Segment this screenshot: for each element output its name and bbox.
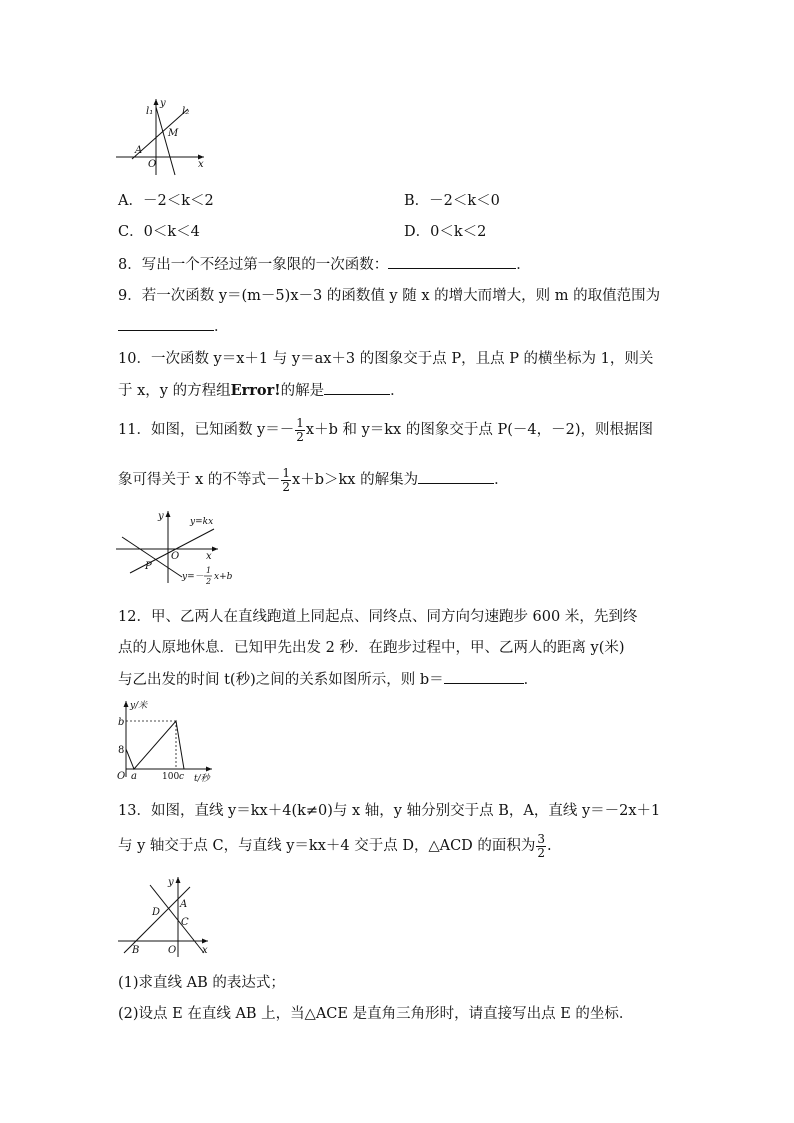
q11-line2-b: x＋b＞kx 的解集为 bbox=[292, 472, 419, 488]
q10-line2-b: 的解是 bbox=[280, 383, 325, 399]
q13-line1: 13．如图，直线 y＝kx＋4(k≠0)与 x 轴，y 轴分别交于点 B，A，直线 y＝－2x＋1 bbox=[118, 803, 661, 819]
q11-label-O: O bbox=[171, 551, 180, 562]
q13-label-C: C bbox=[181, 917, 189, 928]
q7-label-O: O bbox=[148, 159, 157, 170]
q12-label-c: c bbox=[179, 772, 185, 782]
q12-label-100: 100 bbox=[162, 772, 180, 782]
q11-frac-den-2: 2 bbox=[282, 479, 291, 494]
q11-line2-a: 象可得关于 x 的不等式－ bbox=[118, 472, 281, 488]
q12-answer-blank bbox=[444, 669, 524, 684]
q11-answer-blank bbox=[418, 469, 494, 484]
q11-label-x: x bbox=[206, 551, 212, 562]
q11-label-frac-num: 1 bbox=[206, 566, 212, 575]
q13-frac-den: 2 bbox=[537, 845, 546, 860]
q13-label-O: O bbox=[168, 945, 177, 956]
q7-option-a: A．－2＜k＜2 bbox=[118, 193, 214, 209]
q13-sub2: (2)设点 E 在直线 AB 上，当△ACE 是直角三角形时，请直接写出点 E 的坐标． bbox=[118, 1006, 634, 1022]
q12-line1: 12．甲、乙两人在直线跑道上同起点、同终点、同方向匀速跑步 600 米，先到终 bbox=[118, 609, 638, 625]
q13-label-y: y bbox=[168, 877, 174, 888]
q7-option-c: C．0＜k＜4 bbox=[118, 224, 200, 240]
q7-option-d: D．0＜k＜2 bbox=[404, 224, 487, 240]
q12-line3-text: 与乙出发的时间 t(秒)之间的关系如图所示，则 b＝ bbox=[118, 672, 444, 688]
q9-line2: ． bbox=[118, 316, 229, 337]
q7-label-M: M bbox=[168, 128, 179, 139]
q13-label-B: B bbox=[132, 945, 140, 956]
q12-label-a: a bbox=[131, 771, 137, 782]
q13-label-A: A bbox=[180, 899, 188, 910]
q7-label-x: x bbox=[198, 159, 204, 170]
q11-frac-num-1: 1 bbox=[296, 415, 304, 430]
q10-line1: 10．一次函数 y＝x＋1 与 y＝ax＋3 的图象交于点 P，且点 P 的横坐标为 1，则关 bbox=[118, 351, 654, 367]
q7-label-A: A bbox=[135, 145, 143, 156]
q12-line2: 点的人原地休息．已知甲先出发 2 秒．在跑步过程中，甲、乙两人的距离 y(米) bbox=[118, 640, 625, 656]
q7-label-y: y bbox=[160, 98, 166, 109]
q11-line1-b: x＋b 和 y＝kx 的图象交于点 P(－4，－2)，则根据图 bbox=[305, 422, 653, 438]
q7-label-l2: l₂ bbox=[182, 106, 190, 117]
q11-label-frac-den: 2 bbox=[206, 577, 212, 586]
q7-option-b: B．－2＜k＜0 bbox=[404, 193, 500, 209]
q7-label-l1: l₁ bbox=[146, 106, 154, 117]
q13-fraction bbox=[536, 833, 546, 860]
q10-line2-a: 于 x，y 的方程组 bbox=[118, 383, 231, 399]
q11-figure bbox=[114, 507, 238, 587]
q11-label-yeq: y=－ bbox=[182, 572, 204, 582]
q12-label-O: O bbox=[117, 771, 126, 782]
q13-label-x: x bbox=[202, 945, 208, 956]
q11-frac-num-2: 1 bbox=[282, 465, 291, 480]
q8-text: 8．写出一个不经过第一象限的一次函数： bbox=[118, 257, 389, 273]
q10-answer-blank bbox=[324, 380, 390, 395]
q12-label-b: b bbox=[118, 717, 125, 728]
q11-fraction-2 bbox=[281, 467, 291, 494]
q8-question: 8．写出一个不经过第一象限的一次函数： ． bbox=[118, 254, 531, 275]
q13-figure bbox=[114, 873, 214, 961]
q12-line3: 与乙出发的时间 t(秒)之间的关系如图所示，则 b＝ ． bbox=[118, 669, 538, 690]
q11-line1-a: 11．如图，已知函数 y＝－ bbox=[118, 422, 295, 438]
q9-answer-blank bbox=[118, 316, 214, 331]
q11-label-y: y bbox=[158, 511, 164, 522]
q13-line2-text: 与 y 轴交于点 C，与直线 y＝kx＋4 交于点 D，△ACD 的面积为 bbox=[118, 838, 536, 854]
q11-frac-den-1: 2 bbox=[296, 429, 304, 444]
q13-label-D: D bbox=[152, 907, 161, 918]
q13-sub1: (1)求直线 AB 的表达式； bbox=[118, 975, 285, 991]
q13-frac-num: 3 bbox=[537, 831, 546, 846]
q11-label-P: P bbox=[145, 561, 152, 572]
q10-line2: 于 x，y 的方程组Error!的解是 ． bbox=[118, 382, 405, 399]
q11-line1 bbox=[118, 413, 653, 447]
q11-line2: 象可得关于 x 的不等式－ $\frac{1}{2}$ x＋b＞kx 的解集为 ． bbox=[118, 465, 509, 494]
q7-figure bbox=[112, 95, 208, 177]
q13-line2: 与 y 轴交于点 C，与直线 y＝kx＋4 交于点 D，△ACD 的面积为 $\frac{3}{2}$ . bbox=[118, 831, 552, 860]
q12-label-yunit: y/米 bbox=[130, 701, 148, 711]
q12-figure bbox=[114, 697, 218, 785]
q9-line1: 9．若一次函数 y＝(m－5)x－3 的函数值 y 随 x 的增大而增大，则 m 的取值范围为 bbox=[118, 288, 661, 304]
q12-label-t: t/秒 bbox=[194, 774, 210, 784]
q8-answer-blank bbox=[388, 254, 516, 269]
q11-fraction-1 bbox=[295, 417, 305, 444]
q10-error-text: Error! bbox=[230, 382, 281, 399]
q11-label-xb: x+b bbox=[214, 572, 233, 582]
q11-label-ykx: y=kx bbox=[190, 517, 214, 527]
q12-label-8: 8 bbox=[118, 745, 125, 756]
